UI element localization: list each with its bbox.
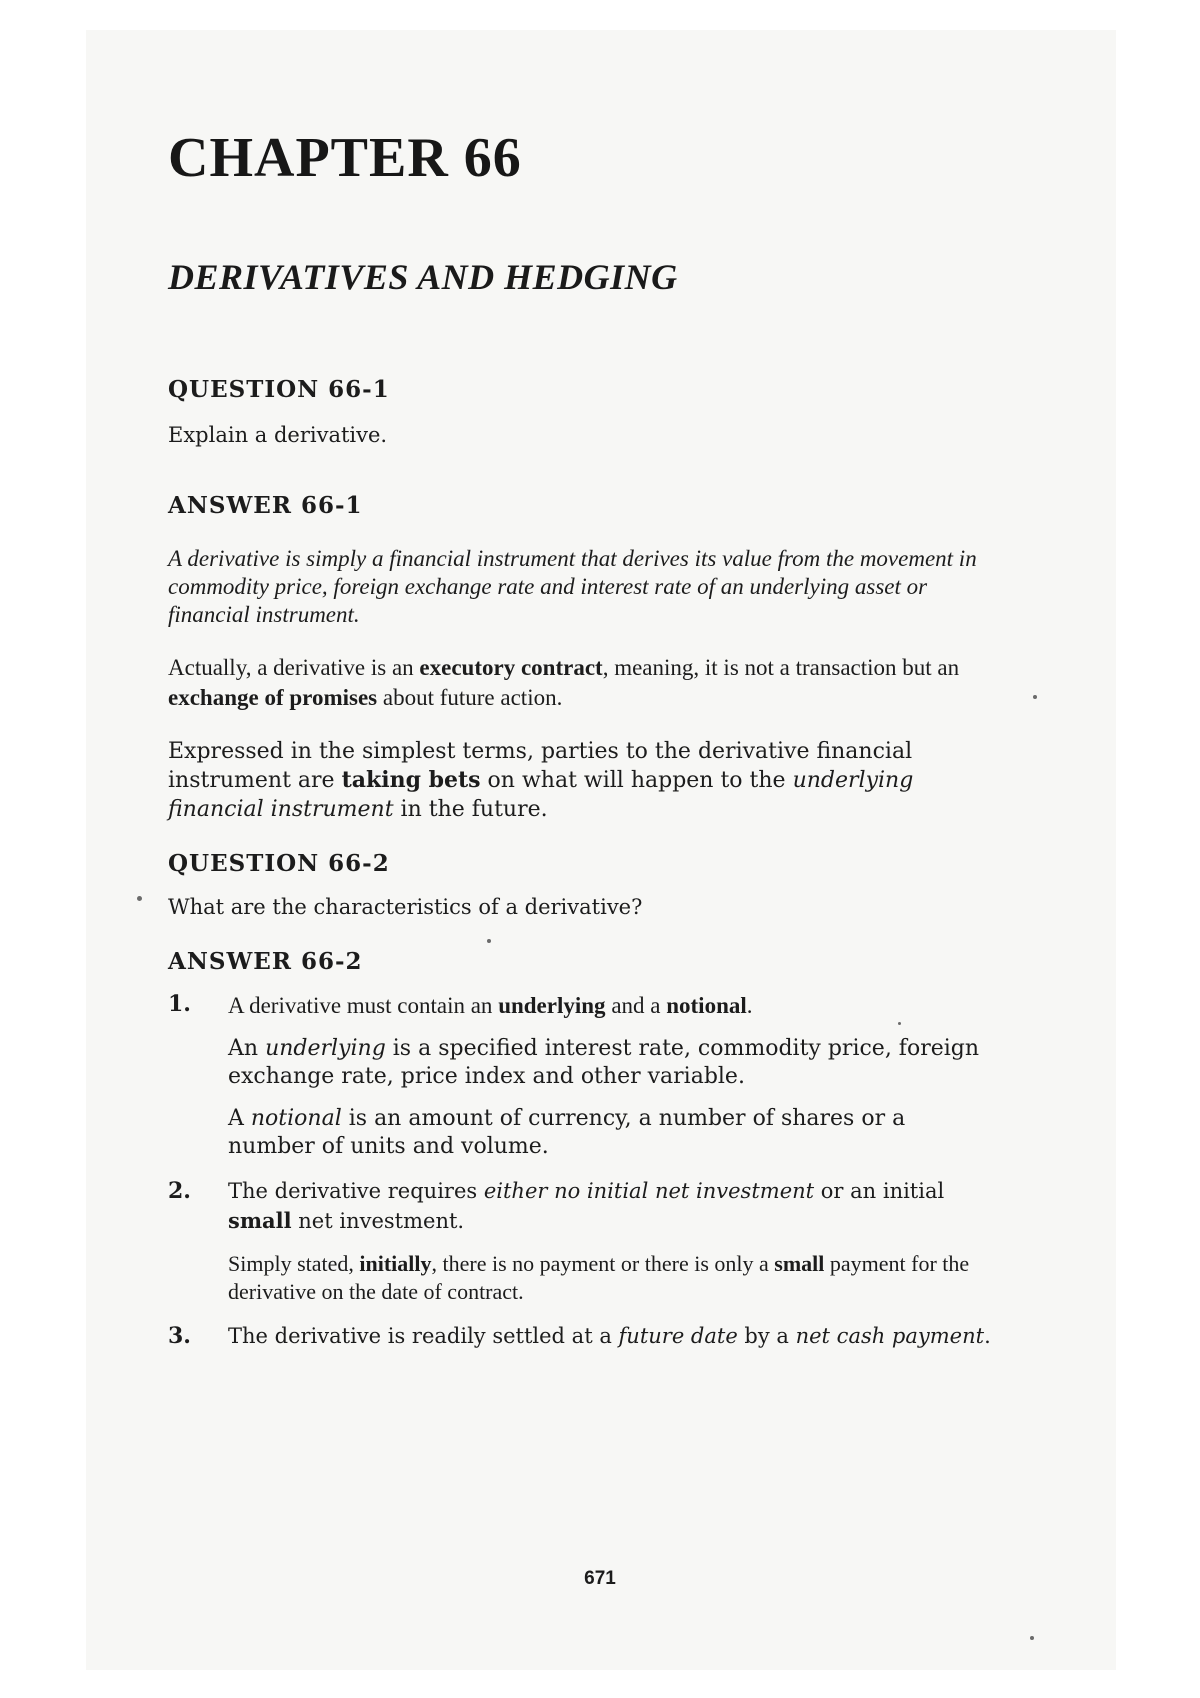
chapter-title: CHAPTER 66: [168, 127, 522, 189]
characteristic-item-1: [168, 991, 998, 1161]
scan-speck: [487, 939, 491, 943]
item-1-text: A derivative must contain an underlying and a notional.: [228, 992, 753, 1018]
item-number: 2.: [168, 1177, 191, 1204]
item-number: 1.: [168, 990, 191, 1017]
scan-speck: [137, 896, 142, 901]
taking-bets-paragraph: Expressed in the simplest terms, parties to the derivative financial instrument are taking bets on what will happen to the underlying financial instrument in the future.: [168, 738, 914, 822]
question-66-1-text: Explain a derivative.: [168, 422, 388, 447]
question-66-2-text: What are the characteristics of a derivative?: [168, 894, 643, 919]
answer-66-2-heading: ANSWER 66-2: [168, 947, 363, 975]
underlying-explanation: An underlying is a specified interest rate, commodity price, foreign exchange rate, price index and other variable.: [228, 1035, 980, 1089]
item-number: 3.: [168, 1322, 191, 1349]
answer-66-1-heading: ANSWER 66-1: [168, 491, 363, 519]
item-3-text: The derivative is readily settled at a future date by a net cash payment.: [228, 1323, 991, 1348]
page-number: 671: [584, 1568, 616, 1589]
scan-speck: [1033, 695, 1037, 699]
question-66-1-heading: QUESTION 66-1: [168, 375, 390, 403]
notional-explanation: A notional is an amount of currency, a number of shares or a number of units and volume.: [228, 1105, 906, 1159]
characteristic-item-2: [168, 1177, 998, 1306]
executory-contract-paragraph: Actually, a derivative is an executory contract, meaning, it is not a transaction but an exchange of promises about future action.: [168, 654, 960, 710]
derivative-definition: A derivative is simply a financial instrument that derives its value from the movement in commodity price, foreign exchange rate and interest rate of an underlying asset or financial instrument.: [168, 545, 977, 627]
initial-payment-explanation: Simply stated, initially, there is no payment or there is only a small payment for the derivative on the date of contract.: [228, 1250, 970, 1304]
scan-speck: [1030, 1636, 1034, 1640]
characteristic-item-3: [168, 1322, 998, 1351]
page-content: [168, 128, 998, 1351]
chapter-subtitle: DERIVATIVES AND HEDGING: [168, 256, 678, 297]
item-2-text: The derivative requires either no initial net investment or an initial small net investment.: [228, 1178, 945, 1233]
question-66-2-heading: QUESTION 66-2: [168, 849, 390, 877]
scan-speck: [898, 1022, 901, 1025]
